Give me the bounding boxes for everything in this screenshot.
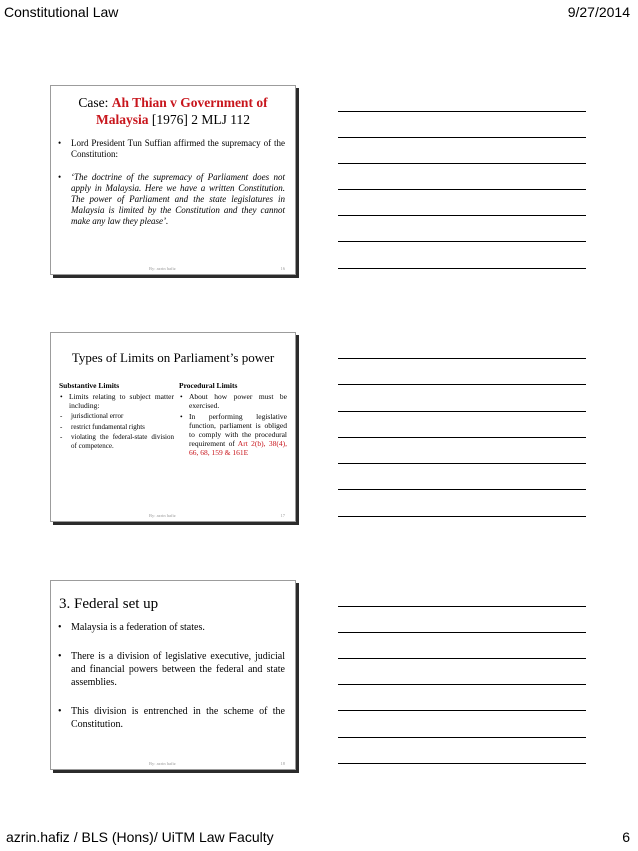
note-line <box>338 111 586 112</box>
page-number: 6 <box>622 829 630 845</box>
bullet-text: Lord President Tun Suffian affirmed the supremacy of the Constitution: <box>71 138 285 159</box>
bullet-icon: • <box>58 622 62 633</box>
slide-number: 16 <box>280 266 285 271</box>
bullet-text: There is a division of legislative executive, judicial and financial powers between the federal and state assemblies. <box>71 651 285 688</box>
bullet-item <box>179 412 287 457</box>
dash-icon: - <box>60 422 63 431</box>
bullet-icon: • <box>58 138 62 148</box>
note-line <box>338 215 586 216</box>
procedural-column <box>179 381 287 457</box>
bullet-item <box>55 650 285 689</box>
note-line <box>338 437 586 438</box>
note-line <box>338 163 586 164</box>
note-line <box>338 137 586 138</box>
note-line <box>338 489 586 490</box>
bullet-icon: • <box>58 706 62 717</box>
bullet-item <box>59 392 174 410</box>
sub-item-text: jurisdictional error <box>71 412 124 420</box>
sub-item <box>59 433 174 450</box>
substantive-column <box>59 381 174 450</box>
dash-icon: - <box>60 433 63 441</box>
bullet-icon: • <box>180 412 183 421</box>
bullet-item <box>55 138 285 160</box>
slide-17 <box>50 332 296 522</box>
note-line <box>338 684 586 685</box>
bullet-icon: • <box>180 392 183 401</box>
document-date: 9/27/2014 <box>567 4 630 20</box>
document-title: Constitutional Law <box>4 4 119 20</box>
note-line <box>338 737 586 738</box>
column-heading: Substantive Limits <box>59 381 120 390</box>
dash-icon: - <box>60 412 63 420</box>
slide-author: By: azrin hafiz <box>149 761 176 766</box>
note-line <box>338 763 586 764</box>
article-references: Art 2(b), 38(4), 66, 68, 159 & 161E <box>189 439 287 457</box>
title-prefix: Case: <box>78 95 112 110</box>
slide-title: 3. Federal set up <box>59 596 159 612</box>
bullet-item <box>55 621 285 634</box>
note-line <box>338 463 586 464</box>
bullet-text: Limits relating to subject matter including: <box>69 392 174 410</box>
bullet-item <box>179 392 287 410</box>
slide-18 <box>50 580 296 770</box>
slide-author: By: azrin hafiz <box>149 513 176 518</box>
note-line <box>338 241 586 242</box>
bullet-text: In performing legislative function, parliament is obliged to comply with the procedural requirement of <box>189 412 287 448</box>
bullet-text: Malaysia is a federation of states. <box>71 622 205 633</box>
case-name: Ah Thian v Government of Malaysia <box>96 95 268 127</box>
note-line <box>338 516 586 517</box>
sub-item-text: violating the federal-state division of competence. <box>71 433 174 450</box>
bullet-icon: • <box>58 651 62 662</box>
note-line <box>338 710 586 711</box>
slide-16 <box>50 85 296 275</box>
bullet-icon: • <box>60 392 63 401</box>
bullet-text: ‘The doctrine of the supremacy of Parliament does not apply in Malaysia. Here we have a written Constitution. The power of Parliament and the state legislatures in Malaysia is limited by the Constitution and they cannot make any law they please’. <box>71 172 285 226</box>
slide-author: By: azrin hafiz <box>149 266 176 271</box>
case-citation: [1976] 2 MLJ 112 <box>148 112 250 127</box>
bullet-item <box>55 705 285 731</box>
column-heading: Procedural Limits <box>179 381 238 390</box>
slide-title: Types of Limits on Parliament’s power <box>71 350 275 365</box>
slide-number: 17 <box>280 513 285 518</box>
note-line <box>338 189 586 190</box>
author-footer: azrin.hafiz / BLS (Hons)/ UiTM Law Faculty <box>6 829 274 845</box>
bullet-item <box>55 172 285 227</box>
note-line <box>338 606 586 607</box>
sub-item <box>59 423 174 432</box>
note-line <box>338 268 586 269</box>
note-line <box>338 384 586 385</box>
bullet-text: This division is entrenched in the scheme of the Constitution. <box>71 706 285 730</box>
note-line <box>338 358 586 359</box>
sub-item-text: restrict fundamental rights <box>71 422 145 431</box>
note-line <box>338 411 586 412</box>
note-line <box>338 658 586 659</box>
sub-item <box>59 412 174 421</box>
note-line <box>338 632 586 633</box>
slide-title <box>59 94 287 128</box>
slide-number: 18 <box>280 761 285 766</box>
bullet-text: About how power must be exercised. <box>189 392 287 410</box>
bullet-icon: • <box>58 172 62 182</box>
